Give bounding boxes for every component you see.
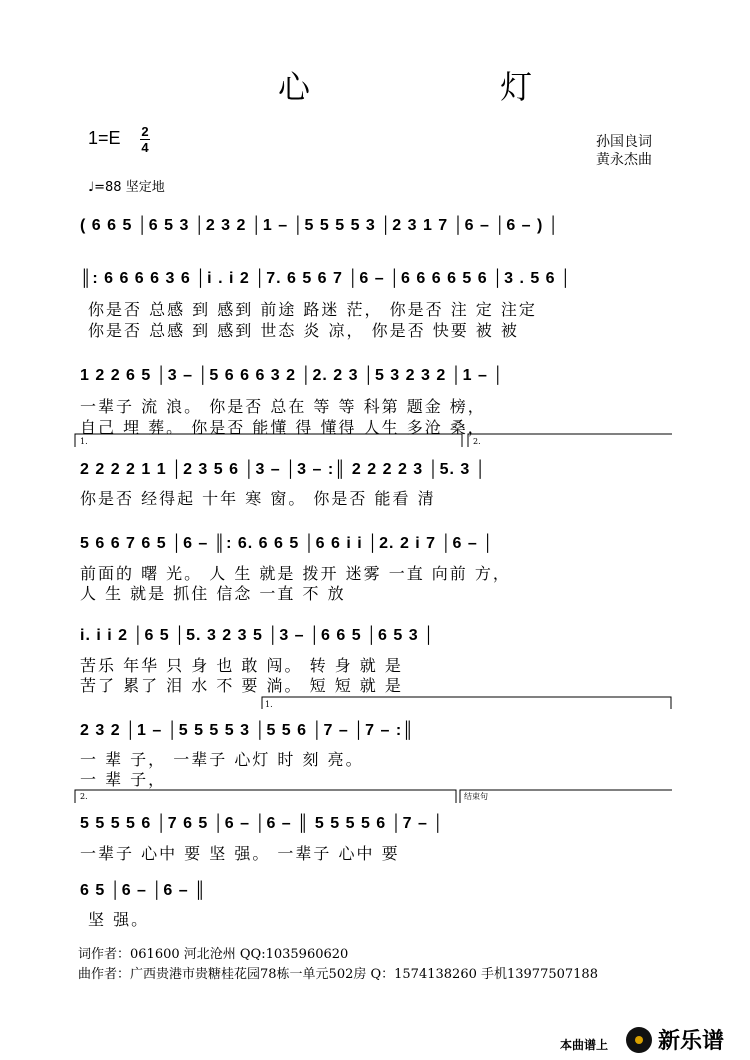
second-ending-bracket-2 <box>75 790 456 803</box>
lyric-row-2-verse-2: 你是否 总感 到 感到 世态 炎 凉， 你是否 快要 被 被 <box>88 321 519 340</box>
second-ending-label-2: 2. <box>80 792 88 801</box>
notation-row-2: ║: 6 6 6 6 3 6 │i . i 2 │7. 6 5 6 7 │6 – │6 6 6 6 5 6 │3 . 5 6 │ <box>80 270 573 287</box>
lyric-row-5-verse-2: 人 生 就是 抓住 信念 一直 不 放 <box>80 584 346 603</box>
song-title: 心 灯 <box>278 68 623 106</box>
lyric-row-6-verse-2: 苦了 累了 泪 水 不 要 淌。 短 短 就 是 <box>80 676 403 695</box>
second-ending-bracket <box>468 434 672 447</box>
notation-row-1: ( 6 6 5 │6 5 3 │2 3 2 │1 – │5 5 5 5 3 │2 3 1 7 │6 – │6 – ) │ <box>80 217 560 234</box>
notation-row-8: 5 5 5 5 6 │7 6 5 │6 – │6 – ║ 5 5 5 5 6 │7 – │ <box>80 815 445 832</box>
key-signature: 1=E <box>88 128 121 148</box>
first-ending-bracket-2 <box>262 697 671 709</box>
notation-row-3: 1 2 2 6 5 │3 – │5 6 6 6 3 2 │2. 2 3 │5 3 2 3 2 │1 – │ <box>80 367 505 384</box>
composer-contact: 曲作者：广西贵港市贵糖桂花园78栋一单元502房 Q：1574138260 手机13977507188 <box>78 967 598 982</box>
time-signature-top: 2 <box>141 124 149 139</box>
lyric-row-6-verse-1: 苦乐 年华 只 身 也 敢 闯。 转 身 就 是 <box>80 656 403 675</box>
lyric-row-9: 坚 强。 <box>88 910 150 929</box>
first-ending-label: 1. <box>80 437 88 446</box>
notation-row-9: 6 5 │6 – │6 – ║ <box>80 882 207 899</box>
coda-bracket <box>460 790 672 803</box>
brand-name: 新乐谱 <box>658 1029 725 1054</box>
source-label: 本曲谱上 <box>560 1038 609 1052</box>
lyric-row-3-verse-2: 自己 埋 葬。 你是否 能懂 得 懂得 人生 多沧 桑， <box>80 418 486 437</box>
lyric-row-4: 你是否 经得起 十年 寒 窗。 你是否 能看 清 <box>80 489 436 508</box>
lyric-row-3-verse-1: 一辈子 流 浪。 你是否 总在 等 等 科第 题金 榜， <box>80 397 486 416</box>
composer-credit: 黄永杰曲 <box>596 152 652 168</box>
lyric-row-7-verse-1: 一 辈 子， 一辈子 心灯 时 刻 亮。 <box>80 750 364 769</box>
coda-label: 结束句 <box>464 792 488 801</box>
lyricist-credit: 孙国良词 <box>596 134 652 150</box>
tempo-marking: ♩=88 坚定地 <box>88 180 165 195</box>
lyric-row-8: 一辈子 心中 要 坚 强。 一辈子 心中 要 <box>80 844 400 863</box>
lyricist-contact: 词作者：061600 河北沧州 QQ:1035960620 <box>78 947 349 962</box>
lyric-row-2-verse-1: 你是否 总感 到 感到 前途 路迷 茫， 你是否 注 定 注定 <box>88 300 537 319</box>
notation-row-6: i. i i 2 │6 5 │5. 3 2 3 5 │3 – │6 6 5 │6 5 3 │ <box>80 627 436 644</box>
first-ending-label-2: 1. <box>265 700 273 709</box>
time-signature-bottom: 4 <box>141 140 149 155</box>
lyric-row-5-verse-1: 前面的 曙 光。 人 生 就是 拨开 迷雾 一直 向前 方， <box>80 564 511 583</box>
notation-row-5: 5 6 6 7 6 5 │6 – ║: 6. 6 6 5 │6 6 i i │2. 2 i 7 │6 – │ <box>80 535 495 552</box>
notation-row-7: 2 3 2 │1 – │5 5 5 5 3 │5 5 6 │7 – │7 – :║ <box>80 722 415 739</box>
first-ending-bracket <box>75 434 462 447</box>
second-ending-label: 2. <box>473 437 481 446</box>
notation-row-4: 2 2 2 2 1 1 │2 3 5 6 │3 – │3 – :║ 2 2 2 2 3 │5. 3 │ <box>80 461 487 478</box>
lyric-row-7-verse-2: 一 辈 子， <box>80 770 167 789</box>
record-logo-icon <box>626 1027 652 1053</box>
